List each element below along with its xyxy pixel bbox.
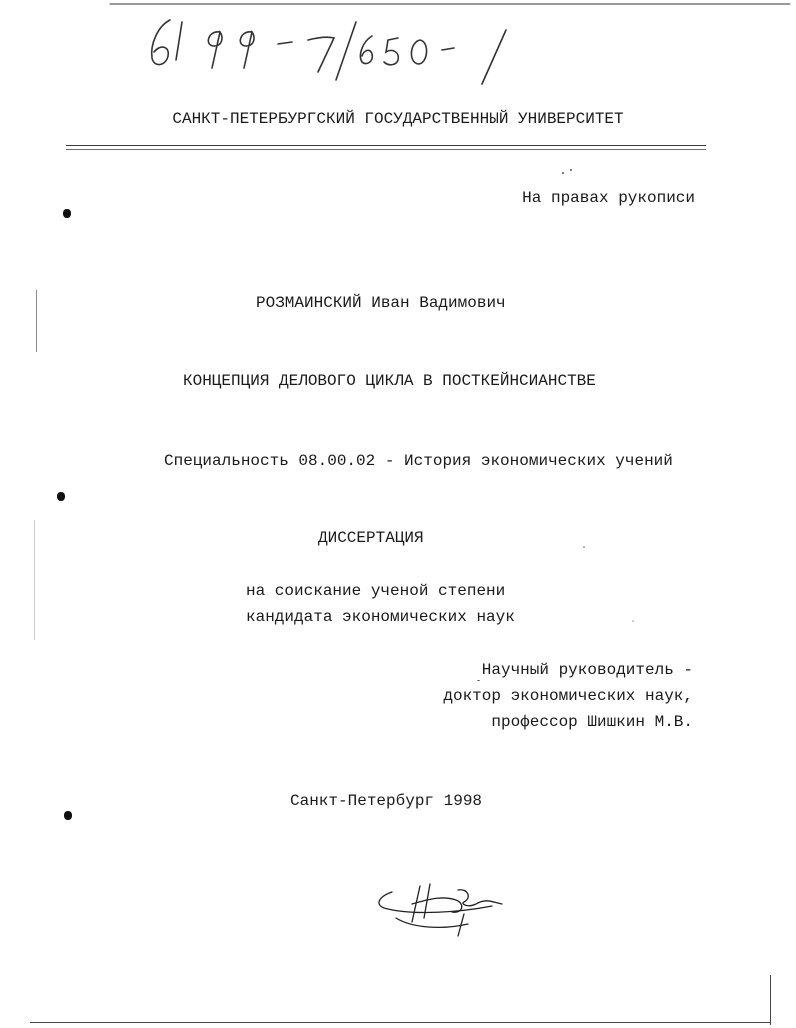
manuscript-note: На правах рукописи (522, 189, 695, 207)
scan-edge-line-faint (34, 520, 35, 640)
author-name: РОЗМАИНСКИЙ Иван Вадимович (256, 294, 506, 312)
scan-speck (632, 620, 634, 622)
scan-speck (477, 680, 480, 681)
signature (372, 878, 512, 938)
supervisor-line-3: профессор Шишкин М.В. (491, 713, 693, 731)
punch-mark-3 (64, 811, 72, 820)
dissertation-title: КОНЦЕПЦИЯ ДЕЛОВОГО ЦИКЛА В ПОСТКЕЙНСИАНСТВЕ (183, 372, 596, 390)
city-year: Санкт-Петербург 1998 (290, 792, 483, 810)
degree-line-1: на соискание ученой степени (246, 582, 506, 600)
handwritten-archive-mark (0, 0, 796, 100)
supervisor-line-1: Научный руководитель - (481, 661, 693, 679)
scan-speck (562, 172, 564, 174)
scan-edge-line (36, 290, 37, 352)
university-name: САНКТ-ПЕТЕРБУРГСКИЙ ГОСУДАРСТВЕННЫЙ УНИВЕРСИТЕТ (172, 110, 624, 128)
specialty-line: Специальность 08.00.02 - История экономических учений (164, 452, 673, 470)
punch-mark-1 (63, 209, 71, 218)
scan-bottom-edge (30, 1022, 770, 1023)
header-rule (66, 145, 706, 146)
header-rule-secondary (66, 149, 706, 150)
degree-line-2: кандидата экономических наук (246, 608, 515, 626)
scan-speck (570, 169, 572, 171)
punch-mark-2 (57, 492, 65, 501)
scan-speck (583, 546, 585, 548)
supervisor-line-2: доктор экономических наук, (443, 687, 693, 705)
document-type: ДИССЕРТАЦИЯ (318, 529, 424, 547)
scan-edge-line-right (770, 975, 771, 1025)
